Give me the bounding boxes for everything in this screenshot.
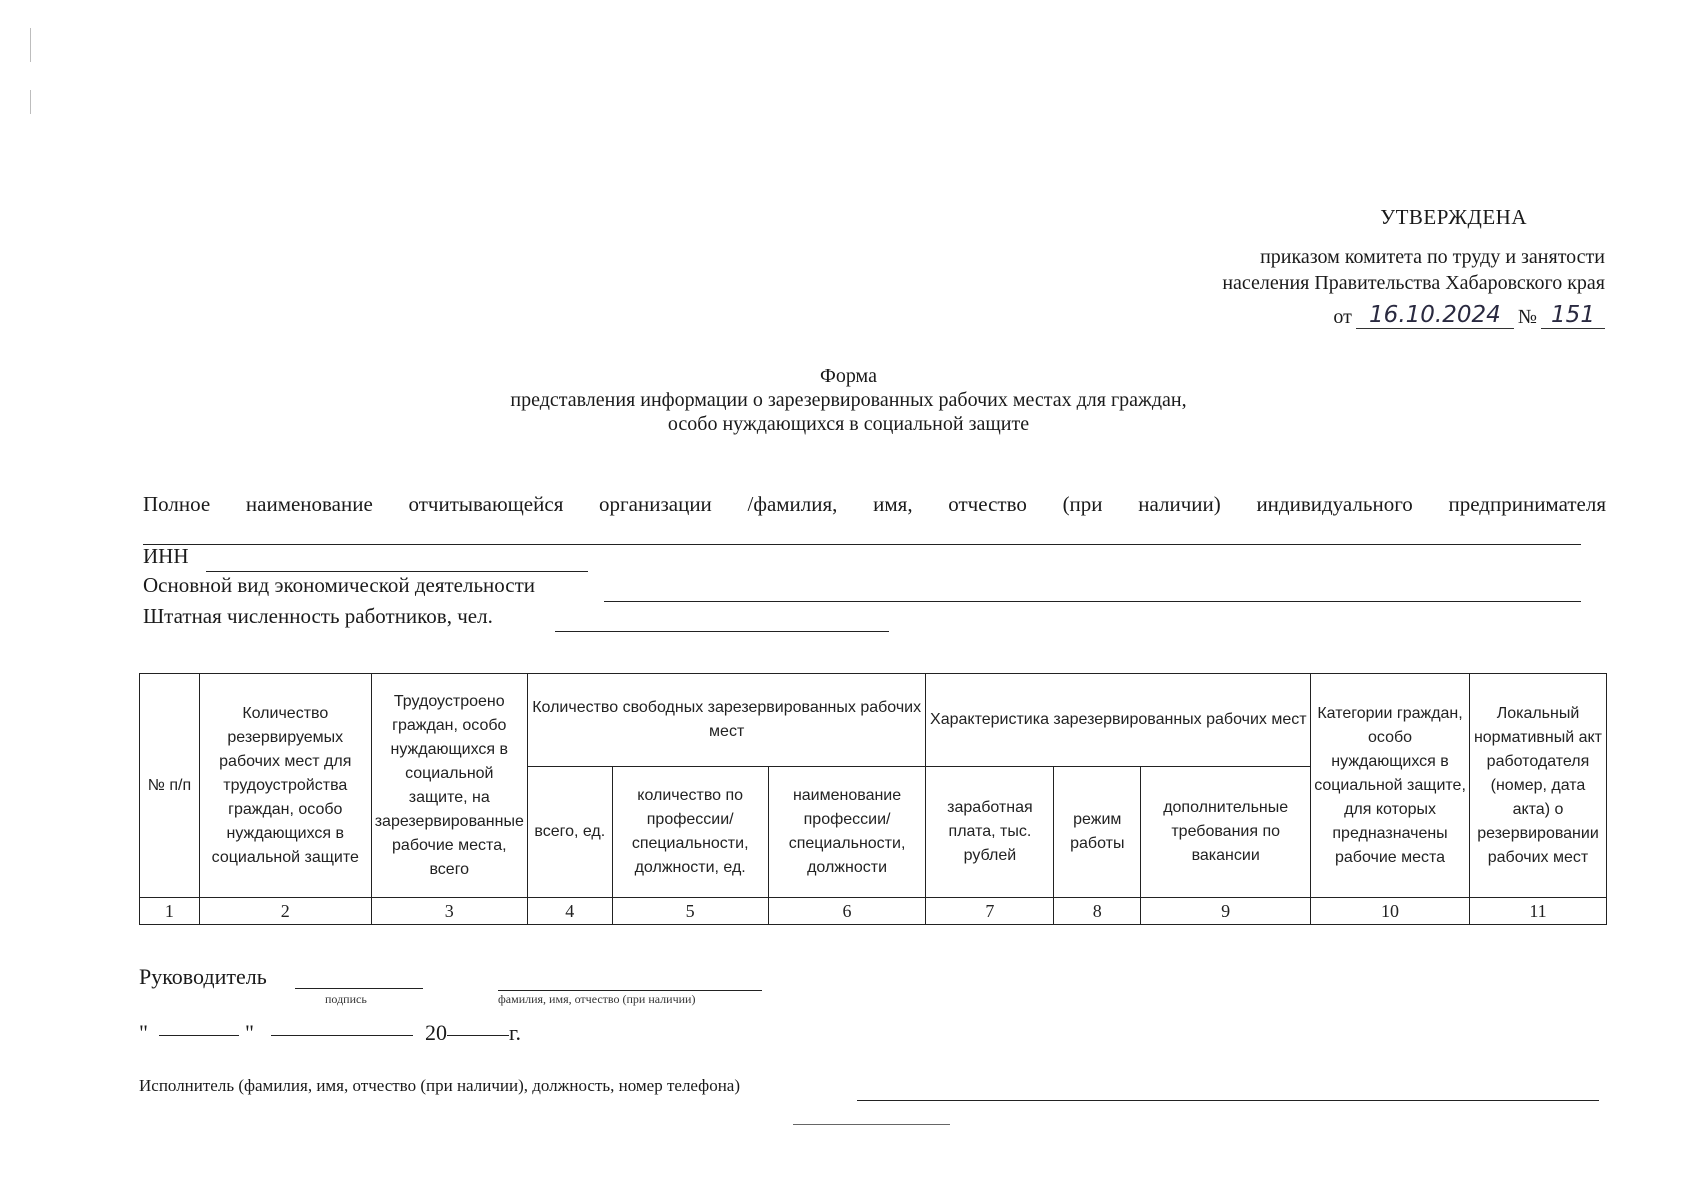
column-number-cell: 9: [1141, 898, 1311, 925]
stray-underline: [793, 1124, 950, 1125]
header-col-7: заработная плата, тыс. рублей: [926, 767, 1054, 898]
executor-field[interactable]: [857, 1100, 1599, 1101]
column-number-cell: 1: [140, 898, 200, 925]
head-name-field[interactable]: [498, 990, 762, 991]
date-close-quote: ": [244, 1020, 254, 1045]
approval-order-line-2: населения Правительства Хабаровского края: [1222, 272, 1605, 294]
column-number-cell: 5: [612, 898, 768, 925]
form-title-line-1: Форма: [820, 365, 877, 387]
year-prefix: 20: [424, 1020, 447, 1045]
table-header-row: [140, 674, 1607, 767]
year-suffix: г.: [508, 1020, 522, 1045]
column-number-cell: 11: [1469, 898, 1606, 925]
head-signature-field[interactable]: [295, 988, 423, 989]
inn-field[interactable]: [206, 571, 588, 572]
date-year-field[interactable]: [447, 1035, 509, 1036]
date-month-field[interactable]: [271, 1035, 413, 1036]
staff-field[interactable]: [555, 631, 889, 632]
approval-date-prefix: от: [1333, 306, 1352, 328]
scan-margin-mark: [30, 90, 31, 114]
date-open-quote: ": [139, 1020, 148, 1045]
header-col-9: дополнительные требования по вакансии: [1141, 767, 1311, 898]
name-caption: фамилия, имя, отчество (при наличии): [498, 992, 696, 1006]
header-col-4: всего, ед.: [527, 767, 612, 898]
form-title: [0, 364, 1697, 436]
column-number-cell: 2: [199, 898, 371, 925]
header-group-free-places: Количество свободных зарезервированных рабочих мест: [527, 674, 926, 767]
executor-label: Исполнитель (фамилия, имя, отчество (при наличии), должность, номер телефона): [139, 1076, 740, 1095]
header-col-6: наименование профессии/ специальности, должности: [768, 767, 926, 898]
approval-date-value: 16.10.2024: [1356, 302, 1514, 329]
column-number-cell: 3: [371, 898, 527, 925]
date-line: [139, 1020, 521, 1046]
approval-number-prefix: №: [1517, 306, 1537, 328]
column-number-cell: 6: [768, 898, 926, 925]
header-col-2: Количество резервируемых рабочих мест для трудоустройства граждан, особо нуждающихся в социальной защите: [199, 674, 371, 898]
form-title-line-2: представления информации о зарезервированных рабочих местах для граждан,: [510, 389, 1187, 411]
staff-label: Штатная численность работников, чел.: [143, 604, 493, 628]
okved-label: Основной вид экономической деятельности: [143, 573, 536, 597]
column-number-cell: 7: [926, 898, 1054, 925]
date-day-field[interactable]: [159, 1035, 239, 1036]
approval-order-line-1: приказом комитета по труду и занятости: [1260, 246, 1605, 268]
approval-title: УТВЕРЖДЕНА: [1380, 205, 1527, 229]
full-name-label: Полное наименование отчитывающейся организации /фамилия, имя, отчество (при наличии) индивидуального предпринимателя: [143, 492, 1606, 516]
column-number-cell: 4: [527, 898, 612, 925]
header-group-characteristics: Характеристика зарезервированных рабочих мест: [926, 674, 1311, 767]
okved-field[interactable]: [604, 601, 1581, 602]
reserved-jobs-table: [139, 673, 1607, 925]
column-number-cell: 10: [1311, 898, 1470, 925]
approval-block: [1125, 205, 1605, 329]
approval-number-value: 151: [1541, 302, 1605, 329]
scan-margin-mark: [30, 28, 31, 62]
column-number-cell: 8: [1054, 898, 1141, 925]
sign-caption: подпись: [325, 992, 367, 1006]
header-col-8: режим работы: [1054, 767, 1141, 898]
full-name-field[interactable]: [143, 544, 1581, 545]
inn-label: ИНН: [143, 544, 189, 568]
header-col-3: Трудоустроено граждан, особо нуждающихся в социальной защите, на зарезервированные рабочие места, всего: [371, 674, 527, 898]
header-col-10: Категории граждан, особо нуждающихся в социальной защите, для которых предназначены рабочие места: [1311, 674, 1470, 898]
header-col-5: количество по профессии/ специальности, должности, ед.: [612, 767, 768, 898]
header-col-11: Локальный нормативный акт работодателя (номер, дата акта) о резервировании рабочих мест: [1469, 674, 1606, 898]
approval-date-row: [1125, 302, 1605, 329]
column-number-row: [140, 898, 1607, 925]
header-col-1: № п/п: [140, 674, 200, 898]
form-title-line-3: особо нуждающихся в социальной защите: [667, 413, 1030, 435]
head-label: Руководитель: [139, 964, 267, 989]
